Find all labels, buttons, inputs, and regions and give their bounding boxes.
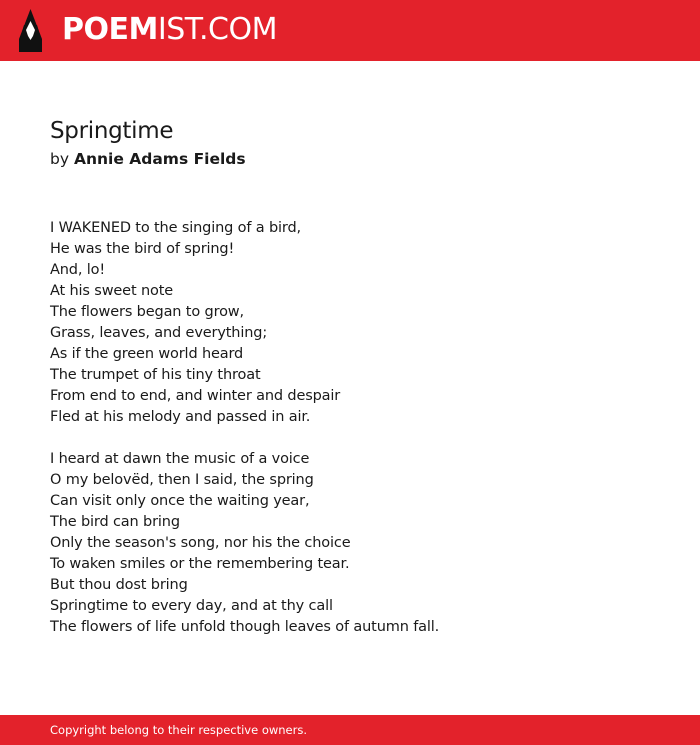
poem-line: And, lo! xyxy=(50,262,106,278)
poem-line: The bird can bring xyxy=(50,514,180,530)
logo-bold-text: POEM xyxy=(62,12,158,47)
poem-line: Can visit only once the waiting year, xyxy=(50,493,310,509)
copyright-text: Copyright belong to their respective owners. xyxy=(50,723,308,737)
poem-line: O my belovëd, then I said, the spring xyxy=(50,472,314,488)
site-header xyxy=(0,0,700,61)
stanza xyxy=(50,218,650,428)
poem-line: Only the season's song, nor his the choice xyxy=(50,535,351,551)
poem-line: I heard at dawn the music of a voice xyxy=(50,451,310,467)
poem-line: He was the bird of spring! xyxy=(50,241,235,257)
poem-line: The trumpet of his tiny throat xyxy=(50,367,261,383)
author-name: Annie Adams Fields xyxy=(73,150,246,168)
by-label: by xyxy=(50,150,70,168)
poem-line: But thou dost bring xyxy=(50,577,188,593)
poem-line: I WAKENED to the singing of a bird, xyxy=(50,220,301,236)
poem-line: At his sweet note xyxy=(50,283,174,299)
site-logo[interactable] xyxy=(62,13,277,47)
poem-line: From end to end, and winter and despair xyxy=(50,388,341,404)
site-footer xyxy=(0,715,700,745)
poem-line: Fled at his melody and passed in air. xyxy=(50,409,311,425)
stanza xyxy=(50,449,650,638)
poem-line: The flowers began to grow, xyxy=(50,304,244,320)
logo-light-text: IST.COM xyxy=(157,12,277,47)
pencil-icon[interactable] xyxy=(17,9,44,52)
byline xyxy=(50,148,246,170)
poem-title: Springtime xyxy=(50,118,174,144)
poem-line: Springtime to every day, and at thy call xyxy=(50,598,333,614)
poem-line: Grass, leaves, and everything; xyxy=(50,325,268,341)
poem-line: As if the green world heard xyxy=(50,346,244,362)
poem-line: The flowers of life unfold though leaves of autumn fall. xyxy=(50,619,440,635)
poem-body xyxy=(50,218,650,659)
poem-line: To waken smiles or the remembering tear. xyxy=(50,556,350,572)
